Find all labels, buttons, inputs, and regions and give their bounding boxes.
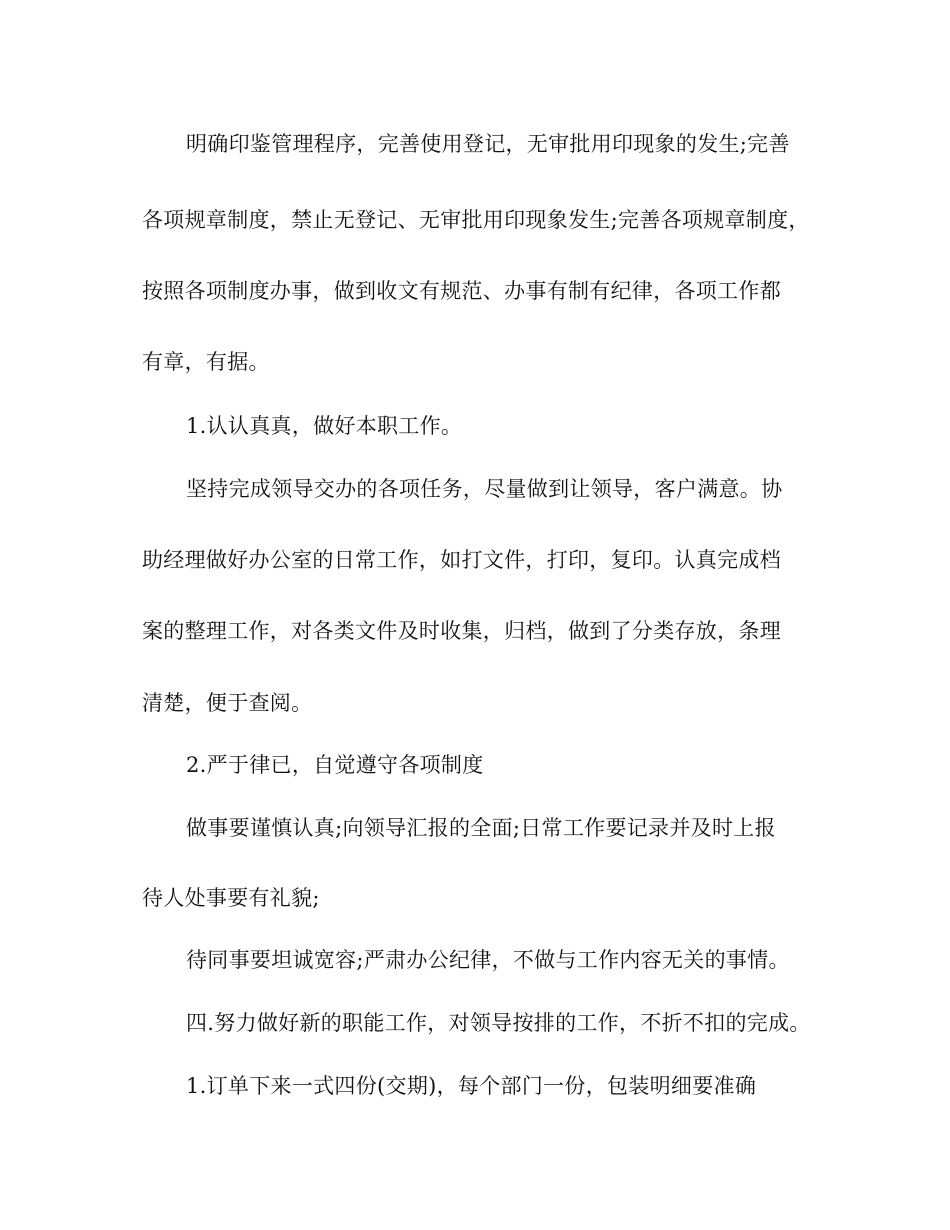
- section-heading: 四.努力做好新的职能工作，对领导按排的工作，不折不扣的完成。: [186, 1011, 811, 1035]
- paragraph-line: 明确印鉴管理程序，完善使用登记，无审批用印现象的发生;完善: [186, 132, 790, 156]
- paragraph-line: 待同事要坦诚宽容;严肃办公纪律，不做与工作内容无关的事情。: [186, 948, 790, 972]
- list-item-heading: 2.严于律已，自觉遵守各项制度: [186, 753, 484, 777]
- paragraph-line: 待人处事要有礼貌;: [142, 886, 320, 910]
- list-item-heading: 1.认认真真，做好本职工作。: [186, 414, 463, 438]
- paragraph-line: 清楚，便于查阅。: [142, 691, 313, 715]
- paragraph-line: 各项规章制度，禁止无登记、无审批用印现象发生;完善各项规章制度，: [142, 208, 810, 232]
- paragraph-line: 做事要谨慎认真;向领导汇报的全面;日常工作要记录并及时上报: [186, 816, 776, 840]
- paragraph-line: 助经理做好办公室的日常工作，如打文件，打印，复印。认真完成档: [142, 548, 781, 572]
- paragraph-line: 案的整理工作，对各类文件及时收集，归档，做到了分类存放，条理: [142, 619, 781, 643]
- paragraph-line: 坚持完成领导交办的各项任务，尽量做到让领导，客户满意。协: [186, 477, 783, 501]
- paragraph-line: 按照各项制度办事，做到收文有规范、办事有制有纪律，各项工作都: [142, 279, 781, 303]
- paragraph-line: 有章，有据。: [142, 350, 270, 374]
- list-item-heading: 1.订单下来一式四份(交期)，每个部门一份，包装明细要准确: [186, 1074, 757, 1098]
